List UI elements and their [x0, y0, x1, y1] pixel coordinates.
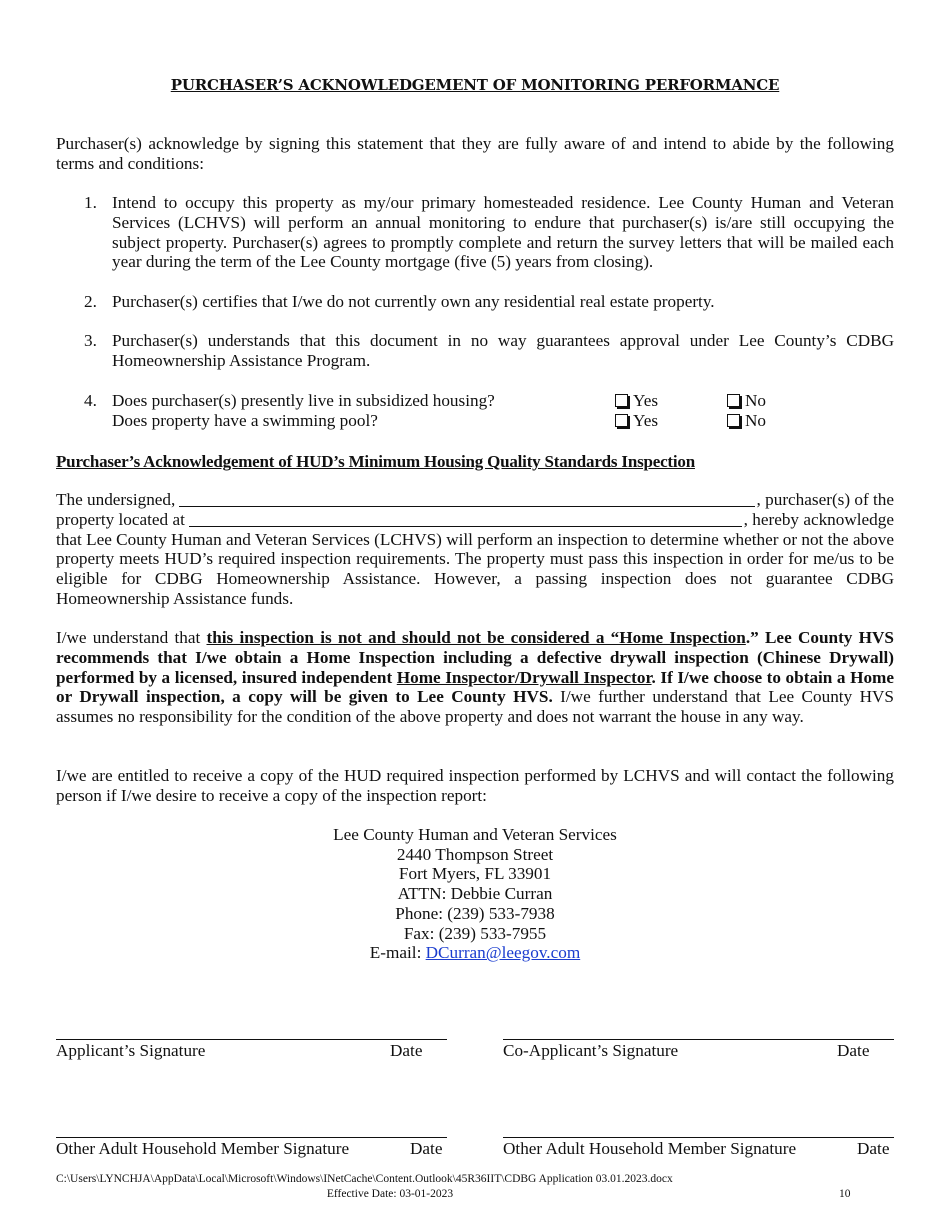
- no-option[interactable]: [727, 391, 766, 411]
- purchaser-name-field[interactable]: [179, 490, 754, 507]
- applicant-signature-label: Applicant’s Signature: [56, 1041, 206, 1060]
- co-applicant-signature-line[interactable]: [503, 1039, 894, 1040]
- email-label: E-mail:: [369, 943, 426, 963]
- household-member-signature-label-1: Other Adult Household Member Signature: [56, 1139, 350, 1158]
- undersigned-suffix: , purchaser(s) of the: [756, 490, 894, 509]
- inspection-lead: I/we understand that: [56, 628, 207, 647]
- checkbox-icon[interactable]: [615, 394, 628, 407]
- list-item-1: [84, 193, 894, 272]
- checkbox-icon[interactable]: [727, 414, 740, 427]
- list-text: Purchaser(s) certifies that I/we do not currently own any residential real estate property.: [112, 292, 715, 311]
- no-option[interactable]: [727, 411, 766, 431]
- applicant-date-label: Date: [390, 1041, 423, 1060]
- checkbox-icon[interactable]: [615, 414, 628, 427]
- list-number: 4.: [84, 391, 97, 410]
- hqs-body: that Lee County Human and Veteran Services (LCHVS) will perform an inspection to determine whether or not the above property meets HUD’s required inspection requirements. The property must pass this inspection in order for me/us to be eligible for CDBG Homeownership Assistance. However, a passing inspection does not guarantee CDBG Homeownership Assistance funds.: [56, 529, 894, 608]
- yes-option[interactable]: [615, 391, 658, 411]
- email-link[interactable]: DCurran@leegov.com: [425, 943, 581, 963]
- question-text: Does purchaser(s) presently live in subsidized housing?: [112, 391, 495, 410]
- applicant-signature-line[interactable]: [56, 1039, 447, 1040]
- list-item-3: [84, 331, 894, 371]
- question-text: Does property have a swimming pool?: [112, 411, 378, 430]
- list-number: 3.: [84, 331, 97, 350]
- contact-email-row: [0, 943, 950, 963]
- inspector-term: Home Inspector/Drywall Inspector: [396, 667, 652, 687]
- located-prefix: property located at: [56, 509, 185, 529]
- footer-effective-date: Effective Date: 03-01-2023: [326, 1188, 454, 1200]
- question-swimming-pool: [112, 411, 812, 431]
- question-subsidized-housing: [112, 391, 812, 411]
- contact-block: [0, 825, 950, 963]
- contact-city: Fort Myers, FL 33901: [398, 864, 552, 884]
- household-member-date-label-1: Date: [410, 1139, 443, 1158]
- page-title: PURCHASER’S ACKNOWLEDGEMENT OF MONITORING PERFORMANCE: [170, 76, 780, 94]
- yes-option[interactable]: [615, 411, 658, 431]
- inspection-liability: I/we further understand that Lee County HVS assumes no responsibility for the condition of the above property and does not warrant the house in any way.: [56, 687, 894, 727]
- copy-request-paragraph: I/we are entitled to receive a copy of the HUD required inspection performed by LCHVS and will contact the following person if I/we desire to receive a copy of the inspection report:: [56, 766, 894, 805]
- contact-attn: ATTN: Debbie Curran: [397, 884, 553, 904]
- located-suffix: , hereby acknowledge: [743, 509, 894, 529]
- hqs-heading: Purchaser’s Acknowledgement of HUD’s Minimum Housing Quality Standards Inspection: [56, 452, 695, 471]
- household-member-signature-label-2: Other Adult Household Member Signature: [503, 1139, 797, 1158]
- contact-phone: Phone: (239) 533-7938: [395, 903, 555, 923]
- property-address-field[interactable]: [189, 510, 742, 527]
- co-applicant-date-label: Date: [837, 1041, 870, 1060]
- co-applicant-signature-label: Co-Applicant’s Signature: [503, 1041, 679, 1060]
- contact-org: Lee County Human and Veteran Services: [333, 825, 617, 844]
- undersigned-prefix: The undersigned,: [56, 490, 176, 509]
- inspection-disclaimer: this inspection is not and should not be considered a “Home Inspection: [206, 628, 746, 647]
- list-item-2: [84, 292, 894, 312]
- household-member-signature-line-1[interactable]: [56, 1137, 447, 1138]
- yes-label: Yes: [633, 391, 659, 410]
- footer-file-path: C:\Users\LYNCHJA\AppData\Local\Microsoft\Windows\INetCache\Content.Outlook\45R36IIT\CDBG Application 03.01.2023.docx: [56, 1173, 673, 1185]
- household-member-date-label-2: Date: [857, 1139, 890, 1158]
- intro-paragraph: Purchaser(s) acknowledge by signing this statement that they are fully aware of and intend to abide by the following terms and conditions:: [56, 134, 894, 173]
- contact-street: 2440 Thompson Street: [396, 844, 554, 864]
- yes-label: Yes: [633, 411, 659, 430]
- inspection-paragraph: [56, 628, 894, 727]
- no-label: No: [745, 391, 767, 410]
- inspection-copy-note: . If I/we choose to obtain a Home or Drywall inspection, a copy will be given to Lee County HVS.: [56, 667, 894, 707]
- page-number: 10: [839, 1188, 851, 1200]
- list-number: 2.: [84, 292, 97, 311]
- contact-fax: Fax: (239) 533-7955: [403, 923, 547, 943]
- hqs-paragraph: [56, 490, 894, 609]
- list-text: Intend to occupy this property as my/our primary homesteaded residence. Lee County Human and Veteran Services (LCHVS) will perform an annual monitoring to endure that purchaser(s) is/are still occupying the subject property. Purchaser(s) agrees to promptly complete and return the survey letters that will be mailed each year during the term of the Lee County mortgage (five (5) years from closing).: [112, 193, 894, 272]
- household-member-signature-line-2[interactable]: [503, 1137, 894, 1138]
- inspection-recommendation: .” Lee County HVS recommends that I/we obtain a Home Inspection including a defective drywall inspection (Chinese Drywall) performed by a licensed, insured independent: [56, 628, 894, 687]
- checkbox-icon[interactable]: [727, 394, 740, 407]
- no-label: No: [745, 411, 767, 430]
- list-number: 1.: [84, 193, 97, 212]
- list-text: Purchaser(s) understands that this document in no way guarantees approval under Lee County’s CDBG Homeownership Assistance Program.: [112, 331, 894, 370]
